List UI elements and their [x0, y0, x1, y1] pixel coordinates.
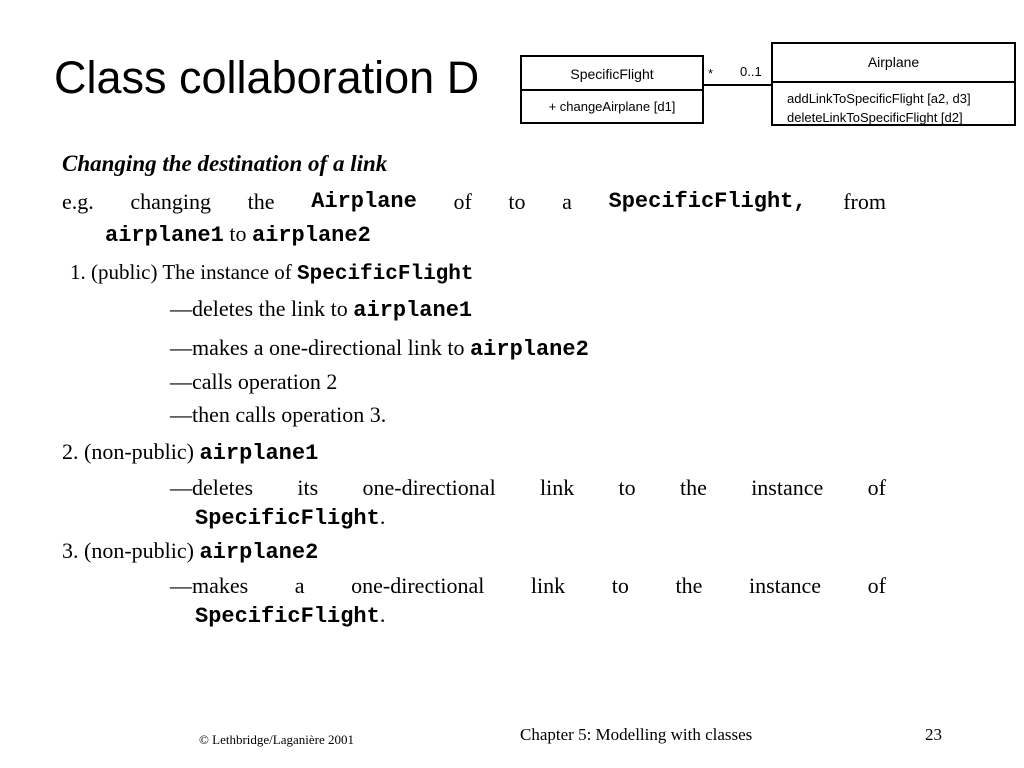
sub-word: to: [618, 475, 636, 500]
sub-text: —makes a one-directional link to: [170, 335, 465, 360]
step-1-text: 1. (public) The instance of: [70, 260, 292, 284]
step-1-sub: [170, 294, 472, 326]
footer-chapter: Chapter 5: Modelling with classes: [520, 725, 753, 744]
intro-word: from: [843, 189, 886, 214]
intro-code-specificflight: SpecificFlight,: [608, 189, 807, 214]
sub-word: the: [679, 475, 707, 500]
step-3-code: airplane2: [199, 540, 319, 565]
intro-line-2: [105, 219, 371, 251]
sub-code: SpecificFlight: [195, 604, 380, 629]
section-heading: Changing the destination of a link: [62, 151, 388, 176]
specificflight-operation: + changeAirplane [d1]: [548, 99, 676, 114]
association-line: [704, 84, 771, 86]
sub-end: .: [379, 504, 386, 529]
sub-word: —makes: [170, 573, 249, 598]
slide-title: Class collaboration D: [54, 52, 480, 103]
airplane-operations: [773, 83, 1014, 127]
footer-page-number: 23: [925, 725, 942, 744]
sub-word: one-directional: [362, 475, 496, 500]
intro-word: a: [562, 189, 572, 214]
intro-word: to: [508, 189, 526, 214]
intro-code-airplane: Airplane: [311, 189, 417, 214]
intro-line-1: [62, 187, 886, 217]
step-2: [62, 437, 318, 469]
sub-word: to: [611, 573, 629, 598]
sub-word: the: [675, 573, 703, 598]
step-3-sub: [170, 571, 886, 601]
step-1-sub: [170, 400, 386, 430]
airplane-operation: deleteLinkToSpecificFlight [d2]: [787, 110, 963, 125]
sub-code: SpecificFlight: [195, 506, 380, 531]
intro-word: to: [229, 221, 247, 246]
sub-code: airplane2: [469, 337, 589, 362]
footer-copyright: © Lethbridge/Laganière 2001: [199, 732, 354, 747]
multiplicity-many: *: [708, 66, 714, 81]
intro-word: changing: [130, 189, 212, 214]
sub-word: link: [540, 475, 575, 500]
sub-word: of: [867, 475, 886, 500]
step-2-code: airplane1: [199, 441, 319, 466]
intro-word: of: [453, 189, 472, 214]
sub-word: a: [294, 573, 305, 598]
step-1: [70, 257, 473, 290]
code-airplane1: airplane1: [105, 223, 224, 248]
sub-code: airplane1: [353, 298, 473, 323]
sub-text: —then calls operation 3.: [170, 402, 387, 427]
step-3-text: 3. (non-public): [62, 538, 194, 563]
code-airplane2: airplane2: [251, 223, 371, 248]
step-3-sub-cont: [195, 600, 385, 632]
sub-end: .: [379, 602, 386, 627]
sub-text: —calls operation 2: [170, 369, 338, 394]
step-2-sub: [170, 473, 886, 503]
step-1-sub: [170, 367, 337, 397]
step-3: [62, 536, 318, 568]
step-2-text: 2. (non-public): [62, 439, 194, 464]
step-1-sub: [170, 333, 589, 365]
airplane-class-box: [771, 42, 1016, 126]
airplane-operation: addLinkToSpecificFlight [a2, d3]: [787, 91, 971, 106]
specificflight-class-name: SpecificFlight: [522, 57, 702, 91]
multiplicity-zero-or-one: 0..1: [740, 64, 762, 79]
intro-word: the: [247, 189, 275, 214]
airplane-class-name: Airplane: [773, 44, 1014, 83]
sub-word: instance: [751, 475, 824, 500]
sub-word: —deletes: [170, 475, 254, 500]
step-1-code: SpecificFlight: [297, 263, 474, 286]
step-2-sub-cont: [195, 502, 385, 534]
sub-word: instance: [748, 573, 822, 598]
intro-word: e.g.: [62, 189, 94, 214]
sub-word: of: [867, 573, 886, 598]
sub-word: link: [530, 573, 566, 598]
sub-word: one-directional: [351, 573, 485, 598]
specificflight-class-box: [520, 55, 704, 124]
sub-word: its: [297, 475, 319, 500]
sub-text: —deletes the link to: [170, 296, 348, 321]
